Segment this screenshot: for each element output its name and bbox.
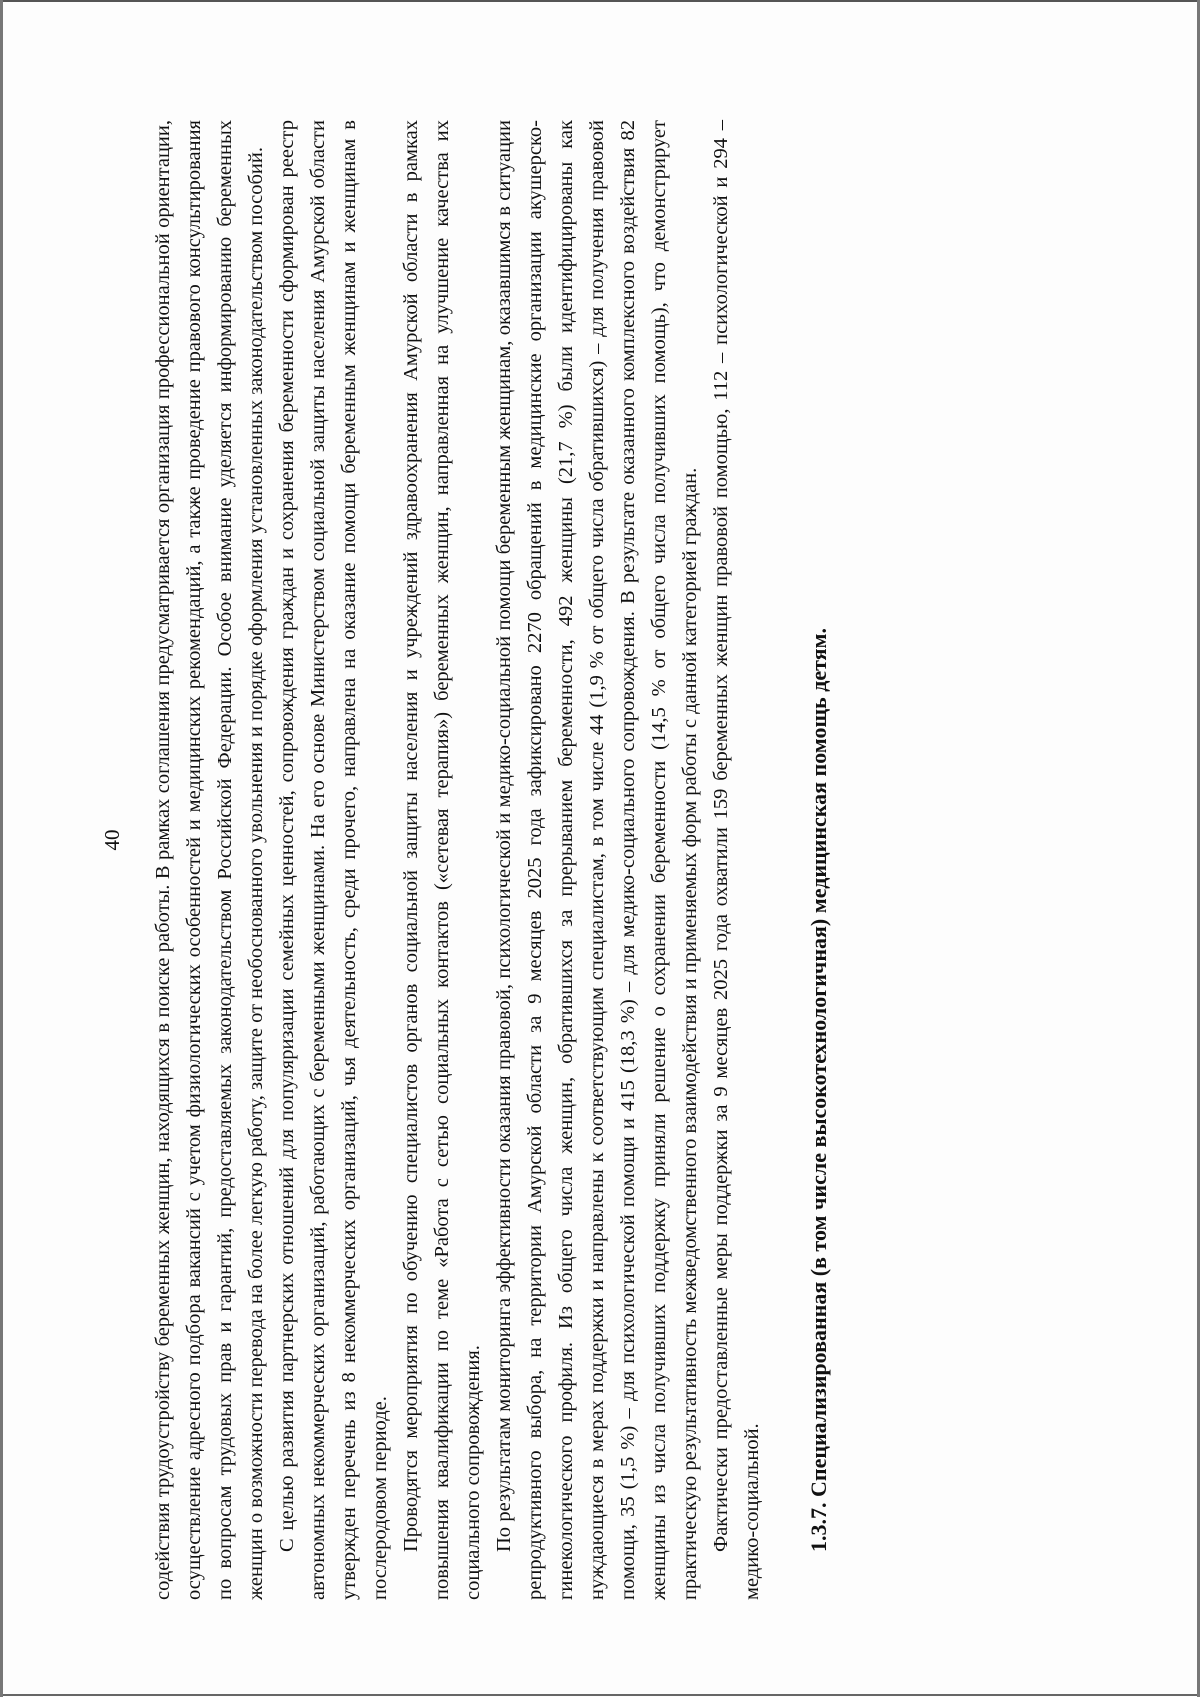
rotated-document-page [100, 60, 1100, 1620]
paragraph-support-coverage: Фактически предоставленные меры поддержки за 9 месяцев 2025 года охватили 159 беременных женщин правовой помощью, 112 – психологической и 294 – медико-социальной. [710, 120, 763, 1600]
paragraph-specialist-training: Проводятся мероприятия по обучению специалистов органов социальной защиты населения и учреждений здравоохранения Амурской области в рамках повышения квалификации по теме «Работа с сетью социальных контактов («сетевая терапия») беременных женщин, направленная на улучшение качества их социального сопровождения. [400, 120, 484, 1600]
paragraph-employment-support: содействия трудоустройству беременных женщин, находящихся в поиске работы. В рамках соглашения предусматривается организация профессиональной ориентации, осуществление адресного подбора вакансий с учетом физиологических особенностей и медицинских рекомендаций, а также проведение правового консультирования по вопросам трудовых прав и гарантий, предоставляемых законодательством Российской Федерации. Особое внимание уделяется информированию беременных женщин о возможности перевода на более легкую работу, защите от необоснованного увольнения и порядке оформления установленных законодательством пособий. [152, 120, 267, 1600]
scan-edge-left [0, 0, 3, 1697]
paragraph-monitoring-results: По результатам мониторинга эффективности оказания правовой, психологической и медико-социальной помощи беременным женщинам, оказавшимся в ситуации репродуктивного выбора, на территории Амурской области за 9 месяцев 2025 года зафиксировано 2270 обращений в медицинские организации акушерско-гинекологического профиля. Из общего числа женщин, обратившихся за прерыванием беременности, 492 женщины (21,7 %) были идентифицированы как нуждающиеся в мерах поддержки и направлены к соответствующим специалистам, в том числе 44 (1,9 % от общего числа обратившихся) – для получения правовой помощи, 35 (1,5 %) – для психологической помощи и 415 (18,3 %) – для медико-социального сопровождения. В результате оказанного комплексного воздействия 82 женщины из числа получивших поддержку приняли решение о сохранении беременности (14,5 % от общего числа получивших помощь), что демонстрирует практическую результативность межведомственного взаимодействия и применяемых форм работы с данной категорией граждан. [493, 120, 701, 1600]
document-body [148, 120, 834, 1600]
paragraph-nonprofit-registry: С целью развития партнерских отношений для популяризации семейных ценностей, сопровождения граждан и сохранения беременности сформирован реестр автономных некоммерческих организаций, работающих с беременными женщинами. На его основе Министерством социальной защиты населения Амурской области утвержден перечень из 8 некоммерческих организаций, чья деятельность, среди прочего, направлена на оказание помощи беременным женщинам и женщинам в послеродовом периоде. [276, 120, 391, 1600]
scan-edge-top [0, 0, 1200, 2]
section-heading: 1.3.7. Специализированная (в том числе высокотехнологичная) медицинская помощь детям. [806, 628, 831, 1552]
page-number: 40 [100, 829, 124, 851]
scan-edge-bottom [0, 1694, 1200, 1696]
